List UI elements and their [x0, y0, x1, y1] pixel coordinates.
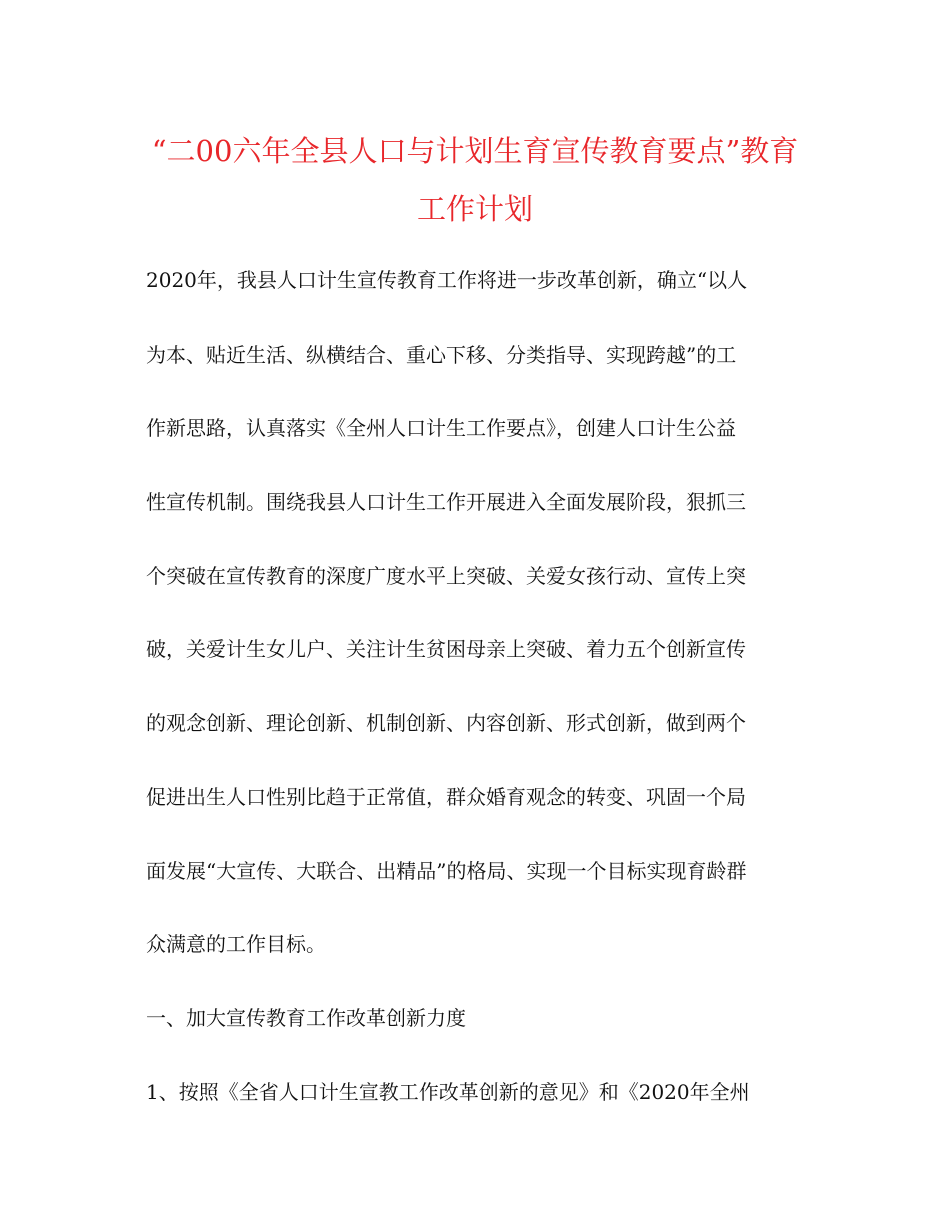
document-title — [60, 122, 890, 238]
body-line: 破，关爱计生女儿户、关注计生贫困母亲上突破、着力五个创新宣传 — [146, 637, 746, 661]
body-line: 面发展“大宣传、大联合、出精品”的格局、实现一个目标实现育龄群 — [146, 859, 747, 883]
body-line: 2020年，我县人口计生宣传教育工作将进一步改革创新，确立“以人 — [146, 268, 748, 292]
body-line: 作新思路，认真落实《全州人口计生工作要点》，创建人口计生公益 — [146, 416, 736, 440]
title-line-2: 工作计划 — [416, 192, 533, 226]
title-line-1: “二00六年全县人口与计划生育宣传教育要点”教育 — [151, 134, 799, 168]
body-line: 促进出生人口性别比趋于正常值，群众婚育观念的转变、巩固一个局 — [146, 785, 746, 809]
body-line: 个突破在宣传教育的深度广度水平上突破、关爱女孩行动、宣传上突 — [146, 564, 746, 588]
body-line: 性宣传机制。围绕我县人口计生工作开展进入全面发展阶段，狠抓三 — [146, 490, 746, 514]
body-line: 众满意的工作目标。 — [146, 932, 326, 956]
section-heading: 一、加大宣传教育工作改革创新力度 — [146, 1006, 466, 1030]
body-line: 1、按照《全省人口计生宣教工作改革创新的意见》和《2020年全州 — [146, 1080, 750, 1104]
body-line: 的观念创新、理论创新、机制创新、内容创新、形式创新，做到两个 — [146, 711, 746, 735]
body-line: 为本、贴近生活、纵横结合、重心下移、分类指导、实现跨越”的工 — [146, 343, 737, 367]
